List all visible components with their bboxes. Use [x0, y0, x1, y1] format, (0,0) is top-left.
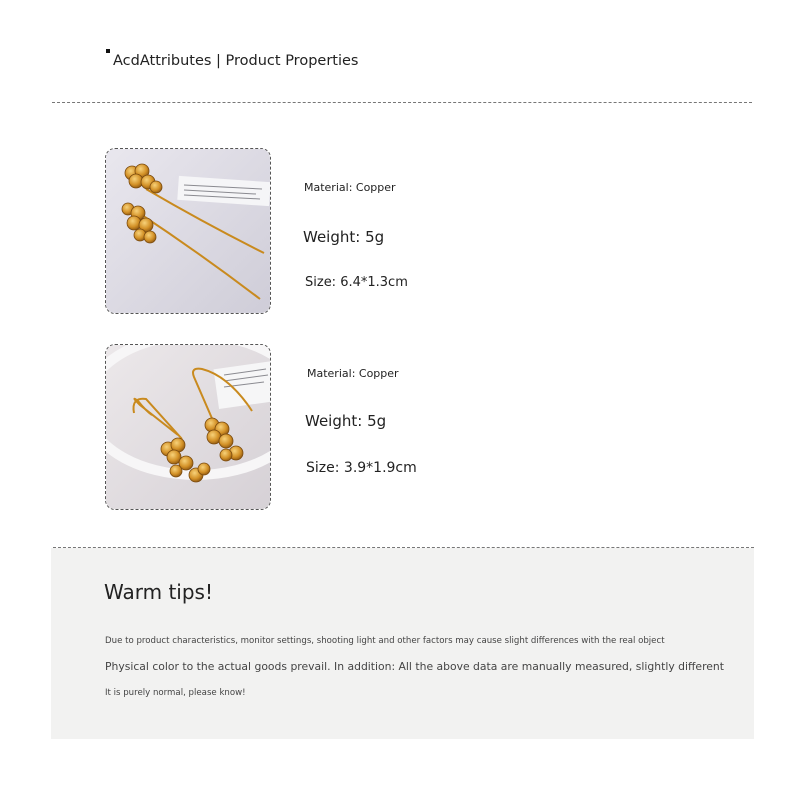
square-bullet-icon [106, 49, 110, 53]
warm-tips-line-2: Physical color to the actual goods prevail. In addition: All the above data are manually measured, slightly different [105, 660, 724, 673]
product-photo-threader-earrings [105, 148, 271, 314]
product-2-size: Size: 3.9*1.9cm [306, 460, 417, 476]
product-2-material: Material: Copper [307, 367, 399, 380]
warm-tips-line-3: It is purely normal, please know! [105, 688, 246, 698]
product-2-weight: Weight: 5g [305, 412, 387, 430]
product-1-material: Material: Copper [304, 181, 396, 194]
top-divider [52, 102, 752, 103]
warm-tips-line-1: Due to product characteristics, monitor settings, shooting light and other factors may cause slight differences with the real object [105, 636, 665, 646]
product-1-weight: Weight: 5g [303, 228, 385, 246]
product-photo-hook-earrings [105, 344, 271, 510]
product-1-size: Size: 6.4*1.3cm [305, 275, 408, 290]
warm-tips-title: Warm tips! [104, 580, 213, 604]
section-title: AcdAttributes | Product Properties [113, 53, 359, 69]
